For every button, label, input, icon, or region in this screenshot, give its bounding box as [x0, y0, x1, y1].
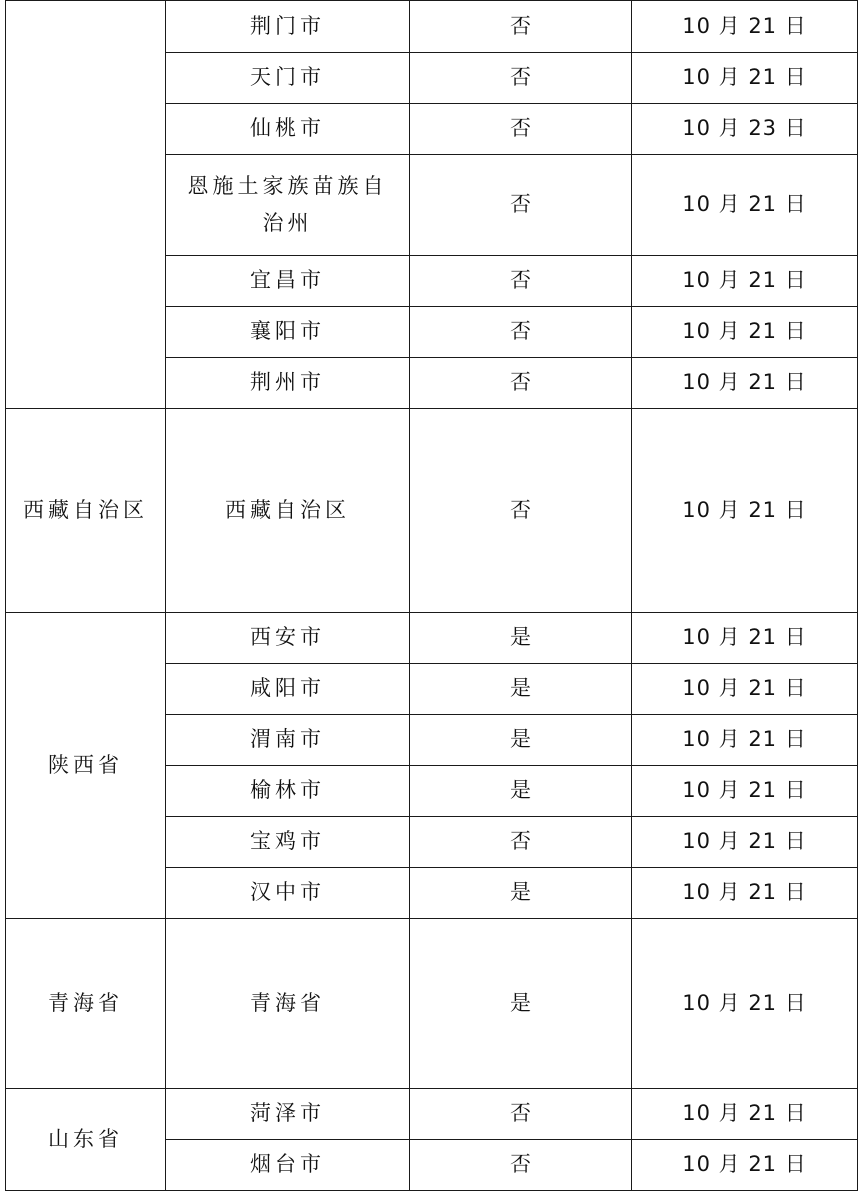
city-cell: 菏泽市 — [166, 1089, 410, 1140]
flag-cell: 否 — [410, 1089, 632, 1140]
province-cell: 山东省 — [6, 1089, 166, 1191]
flag-cell: 否 — [410, 409, 632, 613]
city-cell: 荆州市 — [166, 358, 410, 409]
table-row — [6, 919, 858, 1089]
date-cell: 10 月 21 日 — [632, 1140, 858, 1191]
city-cell: 襄阳市 — [166, 307, 410, 358]
city-cell: 宜昌市 — [166, 256, 410, 307]
flag-cell: 否 — [410, 53, 632, 104]
date-cell: 10 月 21 日 — [632, 1089, 858, 1140]
flag-cell: 否 — [410, 1, 632, 53]
city-cell: 宝鸡市 — [166, 817, 410, 868]
date-cell: 10 月 21 日 — [632, 53, 858, 104]
province-cell — [6, 1, 166, 409]
city-cell: 天门市 — [166, 53, 410, 104]
flag-cell: 是 — [410, 766, 632, 817]
table-row — [6, 409, 858, 613]
flag-cell: 否 — [410, 155, 632, 256]
city-cell: 榆林市 — [166, 766, 410, 817]
city-cell: 渭南市 — [166, 715, 410, 766]
city-cell: 西藏自治区 — [166, 409, 410, 613]
table-row — [6, 1089, 858, 1140]
city-cell: 汉中市 — [166, 868, 410, 919]
date-cell: 10 月 21 日 — [632, 358, 858, 409]
flag-cell: 是 — [410, 868, 632, 919]
date-cell: 10 月 21 日 — [632, 409, 858, 613]
region-table-body — [6, 1, 858, 1191]
city-cell: 西安市 — [166, 613, 410, 664]
date-cell: 10 月 21 日 — [632, 155, 858, 256]
flag-cell: 否 — [410, 1140, 632, 1191]
date-cell: 10 月 21 日 — [632, 868, 858, 919]
table-row — [6, 1, 858, 53]
date-cell: 10 月 21 日 — [632, 817, 858, 868]
province-cell: 青海省 — [6, 919, 166, 1089]
city-cell: 荆门市 — [166, 1, 410, 53]
flag-cell: 否 — [410, 817, 632, 868]
flag-cell: 否 — [410, 104, 632, 155]
province-cell: 陕西省 — [6, 613, 166, 919]
date-cell: 10 月 21 日 — [632, 307, 858, 358]
city-cell: 烟台市 — [166, 1140, 410, 1191]
region-table — [5, 0, 858, 1191]
flag-cell: 否 — [410, 307, 632, 358]
date-cell: 10 月 21 日 — [632, 664, 858, 715]
date-cell: 10 月 23 日 — [632, 104, 858, 155]
flag-cell: 是 — [410, 664, 632, 715]
city-cell: 咸阳市 — [166, 664, 410, 715]
flag-cell: 是 — [410, 613, 632, 664]
date-cell: 10 月 21 日 — [632, 613, 858, 664]
date-cell: 10 月 21 日 — [632, 919, 858, 1089]
flag-cell: 是 — [410, 715, 632, 766]
city-cell: 青海省 — [166, 919, 410, 1089]
date-cell: 10 月 21 日 — [632, 715, 858, 766]
city-cell: 仙桃市 — [166, 104, 410, 155]
city-cell: 恩施土家族苗族自治州 — [166, 155, 410, 256]
table-row — [6, 613, 858, 664]
flag-cell: 否 — [410, 358, 632, 409]
date-cell: 10 月 21 日 — [632, 1, 858, 53]
date-cell: 10 月 21 日 — [632, 256, 858, 307]
province-cell: 西藏自治区 — [6, 409, 166, 613]
flag-cell: 否 — [410, 256, 632, 307]
date-cell: 10 月 21 日 — [632, 766, 858, 817]
flag-cell: 是 — [410, 919, 632, 1089]
